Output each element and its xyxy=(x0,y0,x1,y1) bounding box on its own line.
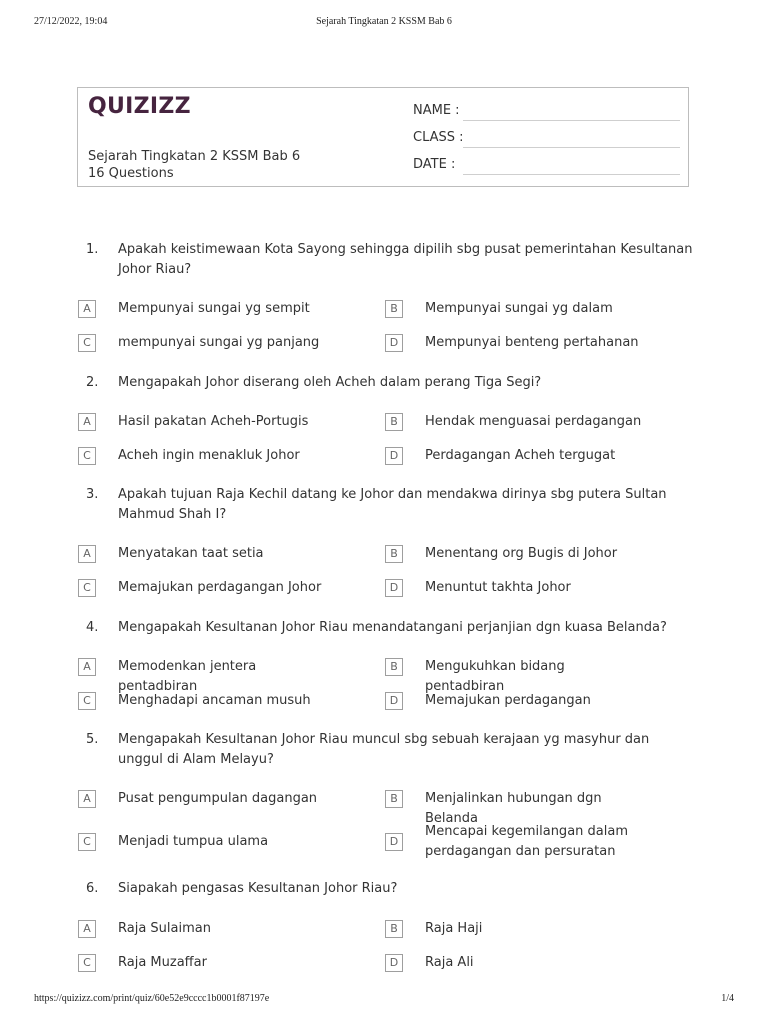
option-text[interactable]: Menentang org Bugis di Johor xyxy=(425,546,618,561)
question-text: Siapakah pengasas Kesultanan Johor Riau? xyxy=(118,881,398,896)
option-letter-box[interactable]: A xyxy=(78,658,96,676)
question-count: 16 Questions xyxy=(88,166,174,181)
option-letter-box[interactable]: C xyxy=(78,334,96,352)
option-text[interactable]: Raja Ali xyxy=(425,955,474,970)
option-letter-box[interactable]: D xyxy=(385,692,403,710)
class-label: CLASS : xyxy=(413,130,464,145)
option-text[interactable]: Menghadapi ancaman musuh xyxy=(118,693,311,708)
question-number: 3. xyxy=(86,487,99,502)
option-text[interactable]: Hasil pakatan Acheh-Portugis xyxy=(118,414,309,429)
option-letter-box[interactable]: D xyxy=(385,954,403,972)
option-text[interactable]: Raja Muzaffar xyxy=(118,955,207,970)
option-letter-box[interactable]: B xyxy=(385,545,403,563)
option-letter-box[interactable]: B xyxy=(385,300,403,318)
option-letter-box[interactable]: C xyxy=(78,954,96,972)
option-letter-box[interactable]: B xyxy=(385,658,403,676)
question-text: Mengapakah Kesultanan Johor Riau menandatangani perjanjian dgn kuasa Belanda? xyxy=(118,620,667,635)
option-letter-box[interactable]: C xyxy=(78,833,96,851)
option-text[interactable]: Menjadi tumpua ulama xyxy=(118,834,269,849)
option-letter-box[interactable]: A xyxy=(78,790,96,808)
option-text[interactable]: Memajukan perdagangan Johor xyxy=(118,580,322,595)
date-field-line[interactable] xyxy=(463,174,680,175)
option-letter-box[interactable]: D xyxy=(385,447,403,465)
option-text[interactable]: Hendak menguasai perdagangan xyxy=(425,414,642,429)
page-number: 1/4 xyxy=(721,993,734,1004)
option-text[interactable]: Memodenkan jentera pentadbiran xyxy=(118,659,257,694)
option-letter-box[interactable]: D xyxy=(385,833,403,851)
print-url: https://quizizz.com/print/quiz/60e52e9cccc1b0001f87197e xyxy=(34,993,270,1004)
option-text[interactable]: Pusat pengumpulan dagangan xyxy=(118,791,318,806)
print-title: Sejarah Tingkatan 2 KSSM Bab 6 xyxy=(316,16,452,27)
question-number: 5. xyxy=(86,732,99,747)
name-field-line[interactable] xyxy=(463,120,680,121)
option-letter-box[interactable]: A xyxy=(78,300,96,318)
option-text[interactable]: Raja Haji xyxy=(425,921,483,936)
option-text[interactable]: Menyatakan taat setia xyxy=(118,546,264,561)
option-letter-box[interactable]: C xyxy=(78,579,96,597)
print-header xyxy=(34,16,734,30)
option-text[interactable]: mempunyai sungai yg panjang xyxy=(118,335,320,350)
option-letter-box[interactable]: A xyxy=(78,413,96,431)
option-letter-box[interactable]: B xyxy=(385,790,403,808)
class-field-line[interactable] xyxy=(463,147,680,148)
option-text[interactable]: Mempunyai sungai yg sempit xyxy=(118,301,310,316)
option-text[interactable]: Perdagangan Acheh tergugat xyxy=(425,448,616,463)
question-text: Apakah tujuan Raja Kechil datang ke Johor dan mendakwa dirinya sbg putera Sultan Mahmud Shah I? xyxy=(118,487,667,522)
question-text: Mengapakah Kesultanan Johor Riau muncul sbg sebuah kerajaan yg masyhur dan unggul di Alam Melayu? xyxy=(118,732,650,767)
quiz-title: Sejarah Tingkatan 2 KSSM Bab 6 xyxy=(88,149,301,164)
option-text[interactable]: Memajukan perdagangan xyxy=(425,693,591,708)
question-text: Apakah keistimewaan Kota Sayong sehingga dipilih sbg pusat pemerintahan Kesultanan Johor Riau? xyxy=(118,242,693,277)
option-text[interactable]: Mengukuhkan bidang pentadbiran xyxy=(425,659,565,694)
option-text[interactable]: Mencapai kegemilangan dalam perdagangan dan persuratan xyxy=(425,824,628,859)
option-text[interactable]: Mempunyai benteng pertahanan xyxy=(425,335,639,350)
option-text[interactable]: Mempunyai sungai yg dalam xyxy=(425,301,613,316)
question-number: 2. xyxy=(86,375,99,390)
quizizz-logo: QUIZIZZ xyxy=(88,94,191,119)
option-text[interactable]: Acheh ingin menakluk Johor xyxy=(118,448,300,463)
option-letter-box[interactable]: D xyxy=(385,334,403,352)
option-text[interactable]: Menjalinkan hubungan dgn Belanda xyxy=(425,791,602,826)
quiz-info-box xyxy=(77,87,689,187)
option-letter-box[interactable]: A xyxy=(78,545,96,563)
print-datetime: 27/12/2022, 19:04 xyxy=(34,16,108,27)
option-letter-box[interactable]: C xyxy=(78,692,96,710)
question-number: 4. xyxy=(86,620,99,635)
option-letter-box[interactable]: A xyxy=(78,920,96,938)
option-letter-box[interactable]: D xyxy=(385,579,403,597)
question-number: 1. xyxy=(86,242,99,257)
option-letter-box[interactable]: B xyxy=(385,920,403,938)
print-footer xyxy=(34,993,734,1007)
question-number: 6. xyxy=(86,881,99,896)
question-text: Mengapakah Johor diserang oleh Acheh dalam perang Tiga Segi? xyxy=(118,375,542,390)
option-text[interactable]: Menuntut takhta Johor xyxy=(425,580,571,595)
option-letter-box[interactable]: B xyxy=(385,413,403,431)
date-label: DATE : xyxy=(413,157,456,172)
name-label: NAME : xyxy=(413,103,460,118)
option-letter-box[interactable]: C xyxy=(78,447,96,465)
option-text[interactable]: Raja Sulaiman xyxy=(118,921,211,936)
